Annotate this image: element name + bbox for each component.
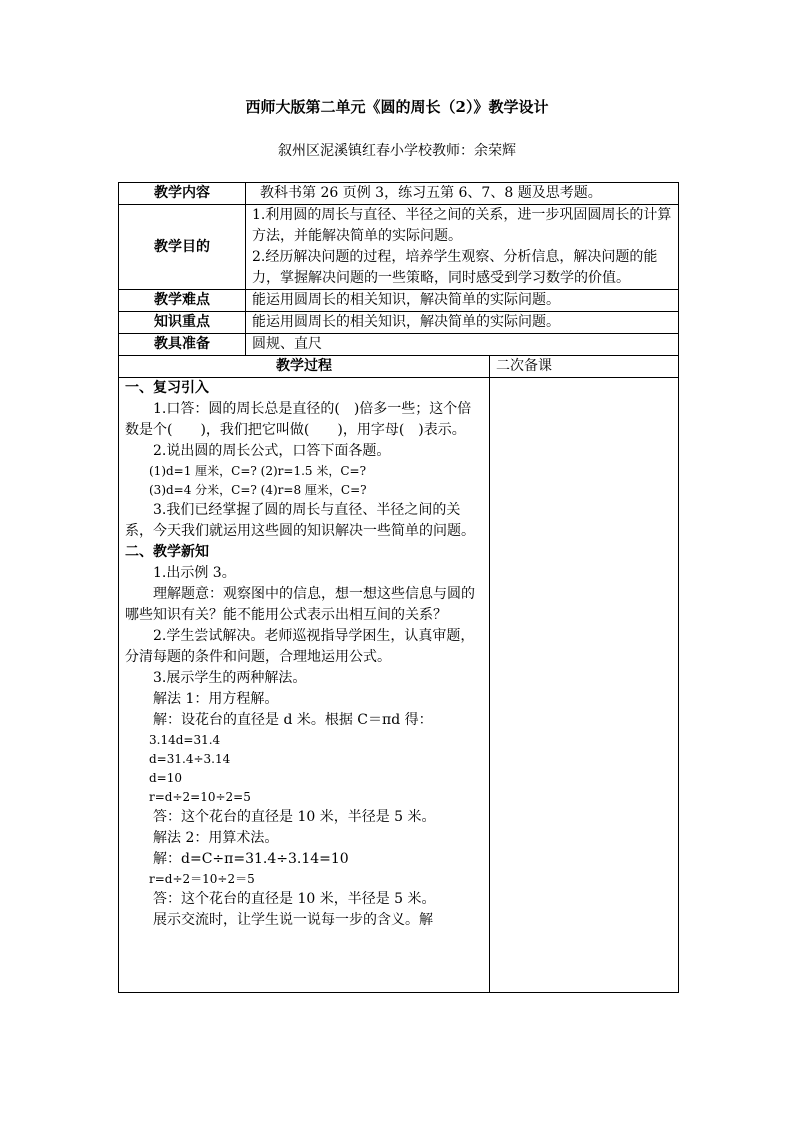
section-title: 一、复习引入 xyxy=(125,380,209,396)
equation-line: 3.14d=31.4 xyxy=(149,733,221,747)
row-content xyxy=(119,183,679,205)
label-tools: 教具准备 xyxy=(119,334,246,356)
lesson-plan-table xyxy=(118,182,679,993)
paragraph: 展示交流时，让学生说一说每一步的含义。解 xyxy=(153,912,433,928)
value-tools: 圆规、直尺 xyxy=(246,334,679,356)
revision-header: 二次备课 xyxy=(490,356,679,378)
paragraph: 理解题意：观察图中的信息，想一想这些信息与圆的哪些知识有关？能不能用公式表示出相互间的关系？ xyxy=(125,586,475,623)
paragraph: 1.出示例 3。 xyxy=(153,565,236,581)
method-title: 解法 2：用算术法。 xyxy=(153,830,279,846)
row-keypoint xyxy=(119,312,679,334)
equation-line: r=d÷2=10÷2=5 xyxy=(149,790,251,804)
row-process-header xyxy=(119,356,679,378)
question-line: (3)d=4 分米，C=? (4)r=8 厘米，C=? xyxy=(149,483,367,497)
row-tools xyxy=(119,334,679,356)
value-content: 教科书第 26 页例 3，练习五第 6、7、8 题及思考题。 xyxy=(246,183,679,205)
paragraph: 2.说出圆的周长公式，口答下面各题。 xyxy=(153,443,391,459)
equation-line: r=d÷2＝10÷2＝5 xyxy=(149,872,255,886)
goal-item: 1.利用圆的周长与直径、半径之间的关系，进一步巩固圆周长的计算方法，并能解决简单的实际问题。 xyxy=(252,207,672,244)
paragraph: 2.学生尝试解决。老师巡视指导学困生，认真审题，分清每题的条件和问题，合理地运用公式。 xyxy=(125,628,475,665)
page-title: 西师大版第二单元《圆的周长（2）》教学设计 xyxy=(245,98,549,116)
paragraph: 3.展示学生的两种解法。 xyxy=(153,670,307,686)
value-goals xyxy=(246,205,679,290)
row-goals xyxy=(119,205,679,290)
paragraph: 解：设花台的直径是 d 米。根据 C＝πd 得： xyxy=(153,712,433,728)
row-process xyxy=(119,378,679,993)
process-header: 教学过程 xyxy=(119,356,490,378)
process-body xyxy=(119,378,490,993)
method-title: 解法 1：用方程解。 xyxy=(153,691,279,707)
label-goals: 教学目的 xyxy=(119,205,246,290)
question-line: (1)d=1 厘米，C=? (2)r=1.5 米，C=? xyxy=(149,464,367,478)
equation-line: 解：d=C÷π=31.4÷3.14=10 xyxy=(153,851,349,867)
label-keypoint: 知识重点 xyxy=(119,312,246,334)
value-keypoint: 能运用圆周长的相关知识，解决简单的实际问题。 xyxy=(246,312,679,334)
label-content: 教学内容 xyxy=(119,183,246,205)
paragraph: 1.口答：圆的周长总是直径的( )倍多一些；这个倍数是个( )，我们把它叫做( )，用字母( )表示。 xyxy=(125,401,472,438)
paragraph: 3.我们已经掌握了圆的周长与直径、半径之间的关系，今天我们就运用这些圆的知识解决一些简单的问题。 xyxy=(125,502,475,539)
label-difficulty: 教学难点 xyxy=(119,290,246,312)
answer-line: 答：这个花台的直径是 10 米，半径是 5 米。 xyxy=(153,891,436,907)
section-title: 二、教学新知 xyxy=(125,544,209,560)
author-line: 叙州区泥溪镇红春小学校教师：余荣辉 xyxy=(278,143,516,159)
row-difficulty xyxy=(119,290,679,312)
goal-item: 2.经历解决问题的过程，培养学生观察、分析信息，解决问题的能力，掌握解决问题的一些策略，同时感受到学习数学的价值。 xyxy=(252,249,658,286)
revision-body xyxy=(490,378,679,993)
equation-line: d=31.4÷3.14 xyxy=(149,752,231,766)
equation-line: d=10 xyxy=(149,771,183,785)
value-difficulty: 能运用圆周长的相关知识，解决简单的实际问题。 xyxy=(246,290,679,312)
answer-line: 答：这个花台的直径是 10 米，半径是 5 米。 xyxy=(153,809,436,825)
